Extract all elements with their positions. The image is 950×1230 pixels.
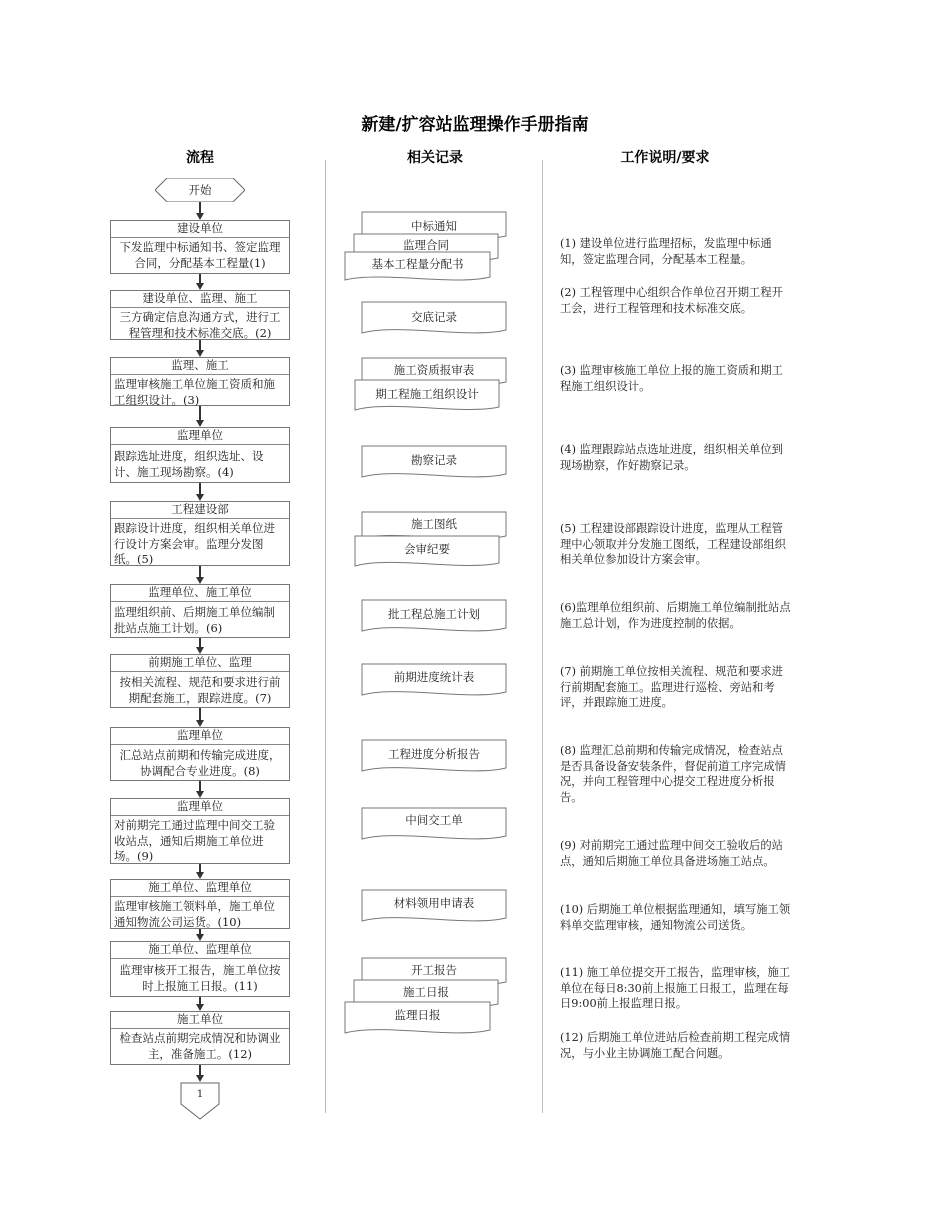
step-text: 监理审核施工领料单，施工单位通知物流公司运货。(10)	[114, 899, 275, 929]
step-owner: 监理单位、施工单位	[111, 585, 289, 602]
flow-arrow	[199, 997, 201, 1004]
step-owner: 监理单位	[111, 728, 289, 745]
flow-arrow	[199, 864, 201, 872]
desc-9: (9) 对前期完工通过监理中间交工验收后的站点，通知后期施工单位具备进场施工站点。	[560, 839, 783, 868]
desc-12: (12) 后期施工单位进站后检查前期工程完成情况，与小业主协调施工配合问题。	[560, 1031, 791, 1060]
process-step-10	[110, 879, 290, 929]
step-owner: 建设单位、监理、施工	[111, 291, 289, 308]
desc-6: (6)监理单位组织前、后期施工单位编制批站点施工总计划，作为进度控制的依据。	[560, 601, 791, 630]
record-doc: 中间交工单	[362, 808, 506, 844]
flow-arrow	[199, 406, 201, 420]
flow-arrow	[199, 202, 201, 213]
desc-10: (10) 后期施工单位根据监理通知，填写施工领料单交监理审核，通知物流公司送货。	[560, 903, 791, 932]
record-doc: 施工日报	[354, 980, 498, 1010]
process-step-3	[110, 357, 290, 406]
record-doc: 会审纪要	[355, 536, 499, 570]
process-step-9	[110, 798, 290, 864]
step-owner: 工程建设部	[111, 502, 289, 519]
desc-3: (3) 监理审核施工单位上报的施工资质和期工程施工组织设计。	[560, 364, 783, 393]
step-text: 监理组织前、后期施工单位编制批站点施工计划。(6)	[114, 605, 275, 635]
record-doc: 监理日报	[345, 1002, 490, 1038]
desc-7: (7) 前期施工单位按相关流程、规范和要求进行前期配套施工。监理进行巡检、旁站和考评，并跟踪施工进度。	[560, 665, 783, 709]
flow-arrow	[199, 1065, 201, 1075]
column-header-flow: 流程	[186, 150, 214, 166]
flow-arrow	[199, 638, 201, 647]
record-doc: 交底记录	[362, 302, 506, 338]
desc-4: (4) 监理跟踪站点选址进度，组织相关单位到现场勘察，作好勘察记录。	[560, 443, 783, 472]
step-text: 监理审核开工报告，施工单位按时上报施工日报。(11)	[119, 963, 281, 993]
desc-8: (8) 监理汇总前期和传输完成情况，检查站点是否具备设备安装条件，督促前道工序完成情况，并向工程管理中心提交工程进度分析报告。	[560, 744, 786, 804]
column-header-records: 相关记录	[407, 150, 463, 166]
record-doc: 批工程总施工计划	[362, 600, 506, 636]
connector-label: 1	[196, 1089, 204, 1100]
step-text: 汇总站点前期和传输完成进度，协调配合专业进度。(8)	[119, 748, 281, 778]
record-doc: 材料领用申请表	[362, 890, 506, 926]
record-doc: 基本工程量分配书	[345, 252, 490, 284]
step-owner: 监理单位	[111, 799, 289, 816]
process-step-4	[110, 427, 290, 483]
step-owner: 前期施工单位、监理	[111, 655, 289, 672]
process-step-8	[110, 727, 290, 781]
record-doc: 工程进度分析报告	[362, 740, 506, 776]
process-step-7	[110, 654, 290, 708]
step-owner: 施工单位、监理单位	[111, 880, 289, 897]
arrowhead-icon	[196, 720, 204, 727]
record-doc: 监理合同	[354, 234, 498, 264]
step-text: 按相关流程、规范和要求进行前期配套施工，跟踪进度。(7)	[119, 675, 281, 705]
record-doc: 勘察记录	[362, 446, 506, 482]
flow-arrow	[199, 566, 201, 577]
arrowhead-icon	[196, 872, 204, 879]
step-text: 对前期完工通过监理中间交工验收站点，通知后期施工单位进场。(9)	[114, 818, 275, 863]
start-terminator	[155, 178, 245, 202]
record-doc: 前期进度统计表	[362, 664, 506, 700]
record-doc: 施工资质报审表	[362, 358, 506, 388]
desc-2: (2) 工程管理中心组织合作单位召开期工程开工会，进行工程管理和技术标准交底。	[560, 286, 783, 315]
step-owner: 监理、施工	[111, 358, 289, 375]
step-owner: 施工单位	[111, 1012, 289, 1029]
record-doc: 期工程施工组织设计	[355, 380, 499, 414]
flow-arrow	[199, 340, 201, 350]
column-divider	[542, 160, 543, 1113]
arrowhead-icon	[196, 420, 204, 427]
arrowhead-icon	[196, 494, 204, 501]
page-title: 新建/扩容站监理操作手册指南	[361, 115, 589, 135]
step-text: 下发监理中标通知书、签定监理合同，分配基本工程量(1)	[119, 240, 281, 270]
flow-arrow	[199, 781, 201, 791]
arrowhead-icon	[196, 791, 204, 798]
flow-arrow	[199, 274, 201, 283]
process-step-5	[110, 501, 290, 566]
record-doc: 中标通知	[362, 212, 506, 242]
step-text: 监理审核施工单位施工资质和施工组织设计。(3)	[114, 377, 275, 407]
flow-arrow	[199, 708, 201, 720]
arrowhead-icon	[196, 577, 204, 584]
step-text: 跟踪选址进度，组织选址、设计、施工现场勘察。(4)	[114, 449, 264, 479]
step-text: 检查站点前期完成情况和协调业主，准备施工。(12)	[119, 1031, 281, 1061]
arrowhead-icon	[196, 213, 204, 220]
desc-1: (1) 建设单位进行监理招标，发监理中标通知，签定监理合同，分配基本工程量。	[560, 237, 772, 266]
flow-arrow	[199, 483, 201, 494]
column-header-desc: 工作说明/要求	[620, 150, 710, 166]
arrowhead-icon	[196, 934, 204, 941]
process-step-1	[110, 220, 290, 274]
column-divider	[325, 160, 326, 1113]
process-step-6	[110, 584, 290, 638]
offpage-connector	[180, 1082, 220, 1120]
process-step-12	[110, 1011, 290, 1065]
arrowhead-icon	[196, 283, 204, 290]
step-text: 三方确定信息沟通方式，进行工程管理和技术标准交底。(2)	[119, 310, 281, 340]
process-step-11	[110, 941, 290, 997]
arrowhead-icon	[196, 647, 204, 654]
arrowhead-icon	[196, 350, 204, 357]
record-doc: 施工图纸	[362, 512, 506, 542]
step-text: 跟踪设计进度，组织相关单位进行设计方案会审。监理分发图纸。(5)	[114, 521, 275, 566]
step-owner: 建设单位	[111, 221, 289, 238]
desc-11: (11) 施工单位提交开工报告，监理审核，施工单位在每日8:30前上报施工日报工，监理在每日9:00前上报监理日报。	[560, 966, 791, 1010]
arrowhead-icon	[196, 1004, 204, 1011]
desc-5: (5) 工程建设部跟踪设计进度，监理从工程管理中心领取并分发施工图纸，工程建设部组织相关单位参加设计方案会审。	[560, 522, 786, 566]
start-label: 开始	[188, 183, 212, 197]
process-step-2	[110, 290, 290, 340]
step-owner: 施工单位、监理单位	[111, 942, 289, 959]
step-owner: 监理单位	[111, 428, 289, 445]
record-doc: 开工报告	[362, 958, 506, 988]
arrowhead-icon	[196, 1075, 204, 1082]
